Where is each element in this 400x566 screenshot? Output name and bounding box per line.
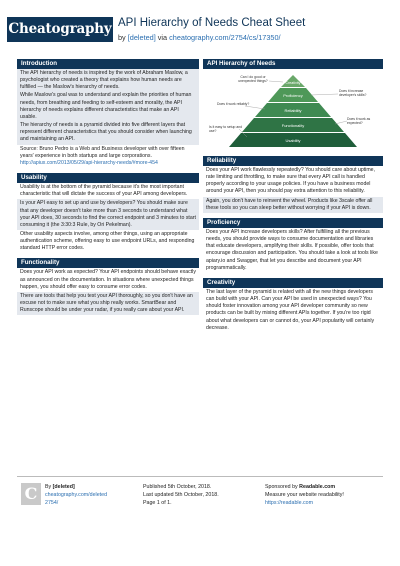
proficiency-section (203, 218, 383, 273)
source-description: Source: Bruno Pedro is a Web and Business developer with over fifteen years' experience in both startups and large corporations. (20, 145, 185, 159)
cheatography-logo[interactable]: Cheatography (7, 17, 113, 42)
section-heading: Reliability (203, 156, 383, 166)
source-url-link[interactable]: http://apiux.com/2013/05/29/api-hierarchy-needs/#more-454 (20, 159, 158, 166)
question-reliability: Does it work reliably? (217, 102, 250, 106)
introduction-section (17, 59, 199, 168)
section-heading: Functionality (17, 258, 199, 268)
sheet-url-link[interactable]: cheatography.com/2754/cs/17350/ (169, 33, 281, 42)
reliability-section (203, 156, 383, 213)
page-footer (17, 476, 383, 536)
creativity-section (203, 278, 383, 333)
footer-author-id[interactable]: 2754/ (45, 500, 59, 506)
usability-paragraph: Is your API easy to set up and use by developers? You should make sure that any developer doesn't take more than 3 seconds to understand what your API does, 30 seconds to find the correct endpoint and 3 minutes to start consuming it (the 3:30:3 Rule, by Ori Pekelman). (17, 199, 199, 230)
source-text (17, 145, 199, 168)
footer-sponsor (265, 483, 385, 507)
intro-paragraph: The hierarchy of needs is a pyramid divided into five different layers that represent different characteristics that you should consider when launching and maintaining an API. (20, 122, 192, 143)
section-heading: API Hierarchy of Needs (203, 59, 383, 69)
layer-label: Usability (285, 138, 301, 143)
section-heading: Proficiency (203, 218, 383, 228)
question-functionality: Does it work as expected? (347, 117, 371, 126)
footer-author-name: [deleted] (52, 484, 75, 490)
question-proficiency: Does it increase developer's skills? (339, 89, 367, 98)
section-heading: Creativity (203, 278, 383, 288)
sponsor-link[interactable]: https://readable.com (265, 500, 313, 506)
pyramid-figure (203, 69, 383, 151)
section-heading: Introduction (17, 59, 199, 69)
by-prefix: by (118, 33, 126, 42)
footer-author-link[interactable]: cheatography.com/deleted (45, 492, 108, 498)
layer-label: Functionality (281, 123, 305, 128)
by-label: By (45, 484, 52, 490)
updated-date: Last updated 5th October, 2018. (143, 492, 219, 498)
section-heading: Usability (17, 173, 199, 183)
page-header (0, 0, 400, 48)
byline (118, 33, 281, 42)
creativity-paragraph: The last layer of the pyramid is related with all the new things developers can build with your API. Can your API be used in unexpected ways? You should foster innovation among your API developer community so new products can be built by mixing different APIs together. If you're too rigid about what developers can or cannot do, your API popularity will certainly decrease. (206, 288, 375, 331)
question-creativity: Can I do good or unexpected things? (238, 75, 268, 84)
functionality-paragraph: Does your API work as expected? Your API endpoints should behave exactly as announced on the documentation. In situations where unexpected things happen, you should offer easy to consume error codes. (20, 269, 196, 290)
intro-paragraph: The API hierarchy of needs is inspired by the work of Abraham Maslow, a psychologist who created a theory that explains how human needs are fulfilled — the Maslow's hierarchy of needs. (20, 70, 188, 91)
left-column (17, 59, 199, 320)
sponsor-prefix: Sponsored by (265, 484, 298, 490)
footer-dates (143, 483, 243, 507)
layer-label: Reliability (284, 108, 302, 113)
proficiency-paragraph: Does your API increase developers skills? After fulfilling all the previous needs, you should provide ways to consume documentation and libraries that educate developers, amplifying their skills. If possible, offer tools that encourage discussion and participation. You should take a look at tools like apiary.io and Swagger, that let you describe and document your API programmatically. (206, 228, 378, 271)
usability-paragraph: Usability is at the bottom of the pyramid because it's the most important characteristic that will dictate the success of your API among developers. (20, 184, 188, 198)
right-column (203, 59, 383, 338)
layer-label: Creativity (285, 81, 301, 85)
functionality-section (17, 258, 199, 315)
reliability-paragraph: Again, you don't have to reinvent the wheel. Products like 3scale offer all these tools so you can sleep better without worrying if your API is down. (203, 197, 383, 213)
intro-text-block (17, 69, 199, 145)
published-date: Published 5th October, 2018. (143, 484, 212, 490)
cheatography-c-icon: C (21, 483, 41, 505)
sponsor-tagline: Measure your website readability! (265, 492, 344, 498)
usability-section (17, 173, 199, 253)
sheet-title: API Hierarchy of Needs Cheat Sheet (118, 17, 306, 29)
question-usability: Is it easy to setup and use? (209, 125, 242, 134)
sponsor-name: Readable.com (299, 484, 336, 490)
page-number: Page 1 of 1. (143, 500, 172, 506)
reliability-paragraph: Does your API work flawlessly repeatedly? You should care about uptime, rate limiting and throttling, to make sure that every API call is handled properly according to your usage policies. If you have a business model around your API, then you should pay extra attention to this reliability. (206, 167, 375, 195)
intro-paragraph: While Maslow's goal was to understand and explain the priorities of human needs, from breathing and feeding to self-esteem and morality, the API hierarchy of needs explains different characteristics that make an API usable. (20, 92, 192, 120)
usability-paragraph: Other usability aspects involve, among other things, using an appropriate authentication scheme, offering easy to use endpoint URLs, and responding standard HTTP error codes. (20, 230, 195, 252)
pyramid-section (203, 59, 383, 151)
layer-label: Proficiency (283, 93, 303, 98)
functionality-paragraph: There are tools that help you test your API thoroughly, so you don't have an excuse not to make sure what you ship really works. SmartBear and Runscope should be under your radar, if you really care about your API. (17, 292, 199, 315)
author-link[interactable]: [deleted] (127, 33, 156, 42)
footer-author (45, 483, 125, 507)
hierarchy-pyramid-image (203, 69, 383, 151)
via-label: via (157, 33, 168, 42)
